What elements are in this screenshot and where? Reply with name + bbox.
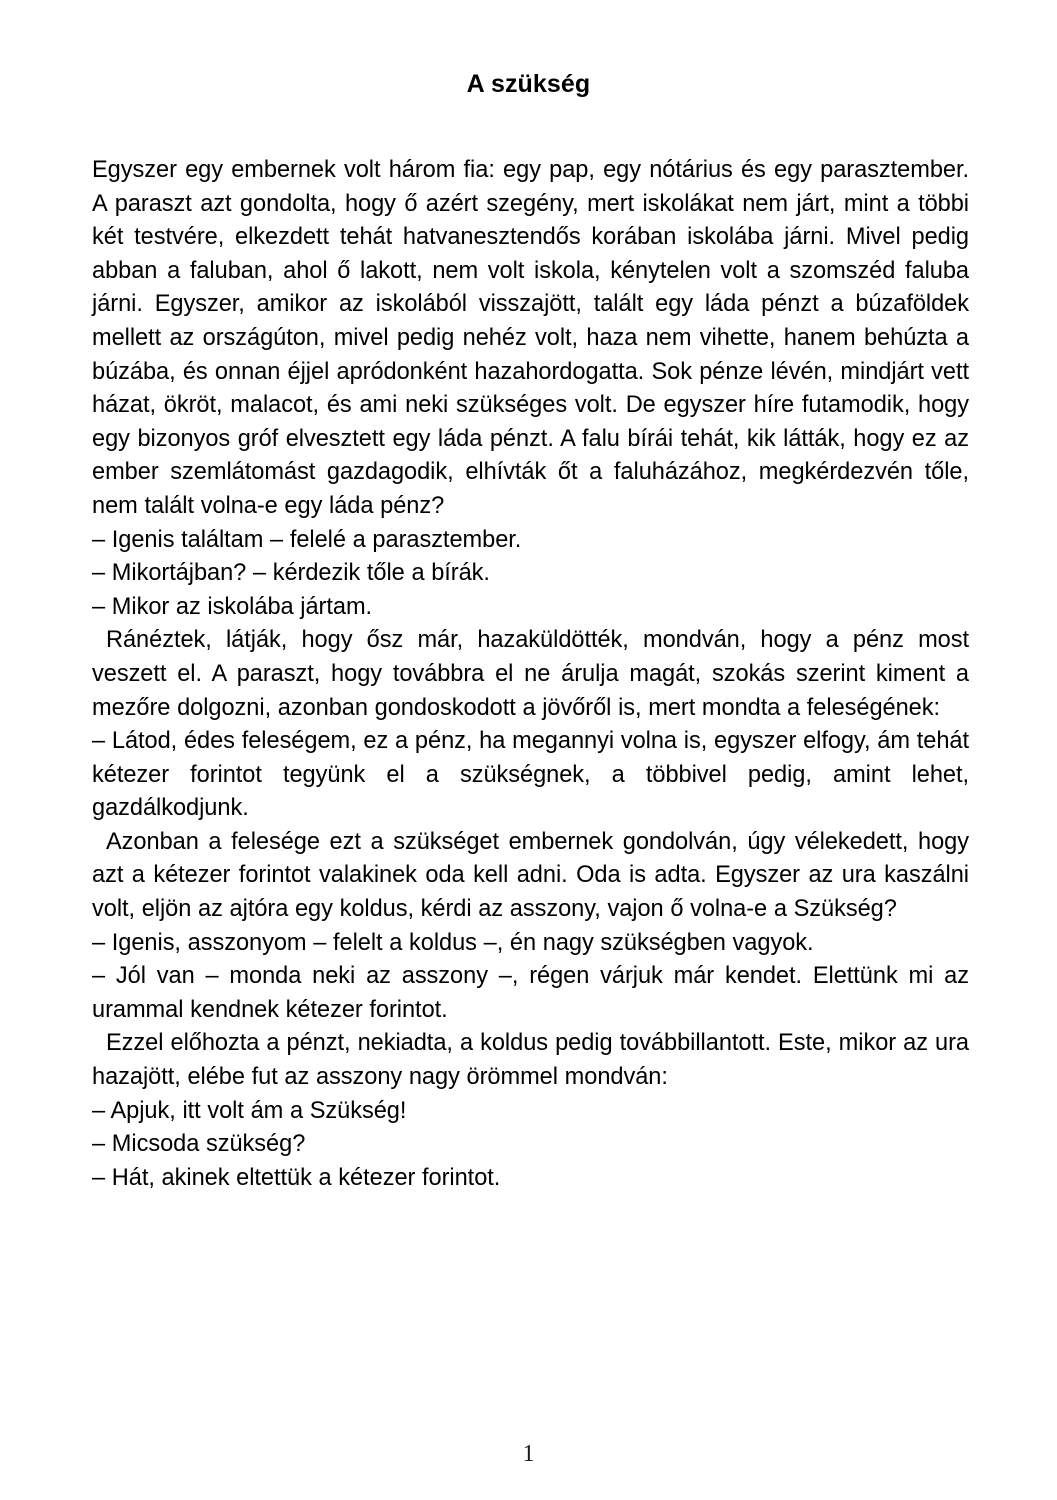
dialogue-line: – Igenis, asszonyom – felelt a koldus –, én nagy szükségben vagyok. — [92, 929, 814, 956]
dialogue-line: – Apjuk, itt volt ám a Szükség! — [92, 1097, 407, 1124]
dialogue-line: – Hát, akinek eltettük a kétezer forintot. — [92, 1164, 501, 1191]
dialogue-line: – Mikor az iskolába jártam. — [92, 593, 373, 620]
dialogue-line: – Látod, édes feleségem, ez a pénz, ha megannyi volna is, egyszer elfogy, ám tehát kétezer forintot tegyünk el a szükségnek, a többivel pedig, amint lehet, gazdálkodjunk. — [92, 728, 969, 822]
dialogue-line: – Igenis találtam – felelé a parasztember. — [92, 526, 522, 553]
dialogue-line: – Micsoda szükség? — [92, 1131, 306, 1158]
paragraph: Azonban a felesége ezt a szükséget embernek gondolván, úgy vélekedett, hogy azt a kétezer forintot valakinek oda kell adni. Oda is adta. Egyszer az ura kaszálni volt, eljön az ajtóra egy koldus, kérdi az asszony, vajon ő volna-e a Szükség? — [92, 828, 969, 923]
dialogue-line: – Jól van – monda neki az asszony –, régen várjuk már kendet. Elettünk mi az urammal kendnek kétezer forintot. — [92, 963, 969, 1023]
page-title: A szükség — [466, 69, 591, 98]
document-body — [92, 154, 969, 1195]
page-number: 1 — [522, 1441, 535, 1467]
paragraph: Ránéztek, látják, hogy ősz már, hazaküldötték, mondván, hogy a pénz most veszett el. A paraszt, hogy továbbra el ne árulja magát, szokás szerint kiment a mezőre dolgozni, azonban gondoskodott a jövőről is, mert mondta a feleségének: — [92, 627, 969, 721]
paragraph: Egyszer egy embernek volt három fia: egy pap, egy nótárius és egy parasztember. A paraszt azt gondolta, hogy ő azért szegény, mert iskolákat nem járt, mint a többi két testvére, elkezdett tehát hatvanesztendős korában iskolába járni. Mivel pedig abban a faluban, ahol ő lakott, nem volt iskola, kénytelen volt a szomszéd faluba járni. Egyszer, amikor az iskolából visszajött, talált egy láda pénzt a búzaföldek mellett az országúton, mivel pedig nehéz volt, haza nem vihette, hanem behúzta a búzába, és onnan éjjel apródonként hazahordogatta. Sok pénze lévén, mindjárt vett házat, ökröt, malacot, és ami neki szükséges volt. De egyszer híre futamodik, hogy egy bizonyos gróf elvesztett egy láda pénzt. A falu bírái tehát, kik látták, hogy ez az ember szemlátomást gazdagodik, elhívták őt a faluházához, megkérdezvén tőle, nem talált volna-e egy láda pénz? — [92, 157, 969, 519]
paragraph: Ezzel előhozta a pénzt, nekiadta, a koldus pedig továbbillantott. Este, mikor az ura hazajött, elébe fut az asszony nagy örömmel mondván: — [92, 1030, 969, 1091]
dialogue-line: – Mikortájban? – kérdezik tőle a bírák. — [92, 560, 490, 587]
